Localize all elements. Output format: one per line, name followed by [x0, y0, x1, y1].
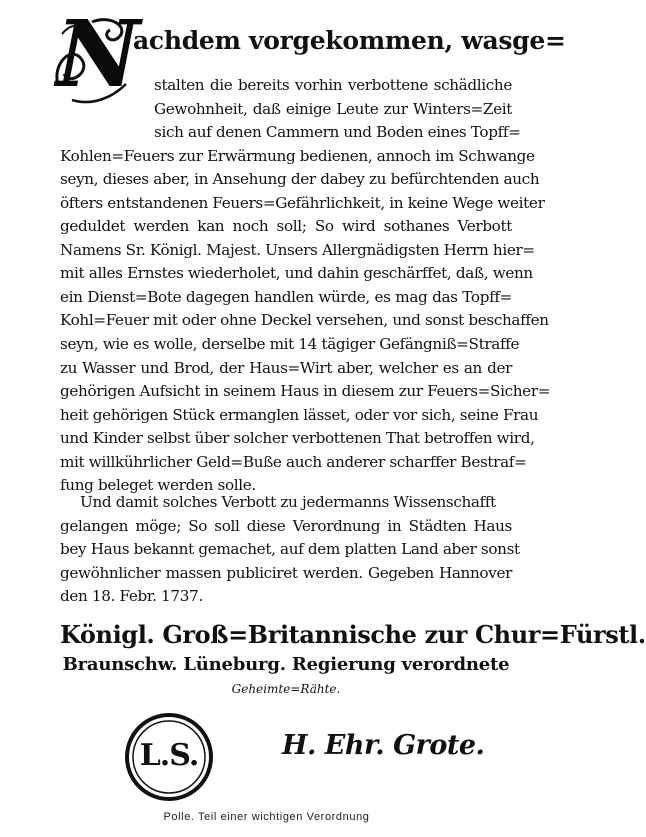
text-line: sich auf denen Cammern und Boden eines Topff= — [154, 123, 521, 142]
text-line: geduldet werden kan noch soll; So wird sothanes Verbott — [60, 217, 512, 236]
text-line: gehörigen Aufsicht in seinem Haus in diesem zur Feuers=Sicher= — [60, 382, 551, 401]
text-line: stalten die bereits vorhin verbottene schädliche — [154, 76, 512, 94]
authority-line-1: Königl. Groß=Britannische zur Chur=Fürstl. — [60, 620, 646, 649]
text-line: Gewohnheit, daß einige Leute zur Winters=Zeit — [154, 99, 512, 118]
seal-text: L.S. — [139, 738, 199, 773]
text-line: und Kinder selbst über solcher verbottenen That betroffen wird, — [60, 429, 535, 448]
opening-line: achdem vorgekommen, wasge= — [133, 26, 566, 55]
text-line: gelangen möge; So soll diese Verordnung in Städten Haus — [60, 516, 512, 535]
closing-paragraph — [60, 491, 520, 609]
text-line: gewöhnlicher massen publiciret werden. Gegeben Hannover — [60, 563, 512, 582]
text-line: mit willkührlicher Geld=Buße auch anderer scharffer Bestraf= — [60, 452, 527, 471]
text-line: öfters entstandenen Feuers=Gefährlichkeit, in keine Wege weiter — [60, 193, 545, 212]
authority-line-3: Geheimte=Rähte. — [231, 682, 341, 696]
text-line: Kohlen=Feuers zur Erwärmung bedienen, annoch im Schwange — [60, 146, 535, 165]
image-caption: Polle. Teil einer wichtigen Verordnung — [163, 811, 370, 823]
initial-letter: N — [56, 0, 141, 108]
text-line: Kohl=Feuer mit oder ohne Deckel versehen, und sonst beschaffen — [60, 311, 549, 330]
text-line: zu Wasser und Brod, der Haus=Wirt aber, welcher es an der — [60, 358, 512, 377]
authority-line-2: Braunschw. Lüneburg. Regierung verordnete — [62, 654, 510, 675]
text-line: ein Dienst=Bote dagegen handlen würde, es mag das Topff= — [60, 287, 512, 306]
seal-stamp — [124, 712, 214, 802]
text-line: heit gehörigen Stück ermanglen lässet, oder vor sich, seine Frau — [60, 405, 539, 424]
text-line: bey Haus bekannt gemachet, auf dem platten Land aber sonst — [60, 540, 520, 559]
text-line: seyn, dieses aber, in Ansehung der dabey zu befürchtenden auch — [60, 170, 540, 189]
text-line: den 18. Febr. 1737. — [60, 587, 203, 606]
text-line: seyn, wie es wolle, derselbe mit 14 tägiger Gefängniß=Straffe — [60, 335, 520, 354]
main-paragraph — [60, 74, 551, 498]
signature: H. Ehr. Grote. — [282, 730, 485, 761]
text-line: mit alles Ernstes wiederholet, und dahin geschärffet, daß, wenn — [60, 264, 533, 283]
text-line: fung beleget werden solle. — [60, 476, 256, 495]
text-line: Und damit solches Verbott zu jedermanns Wissenschafft — [80, 493, 496, 511]
text-line: Namens Sr. Königl. Majest. Unsers Allergnädigsten Herrn hier= — [60, 240, 535, 259]
